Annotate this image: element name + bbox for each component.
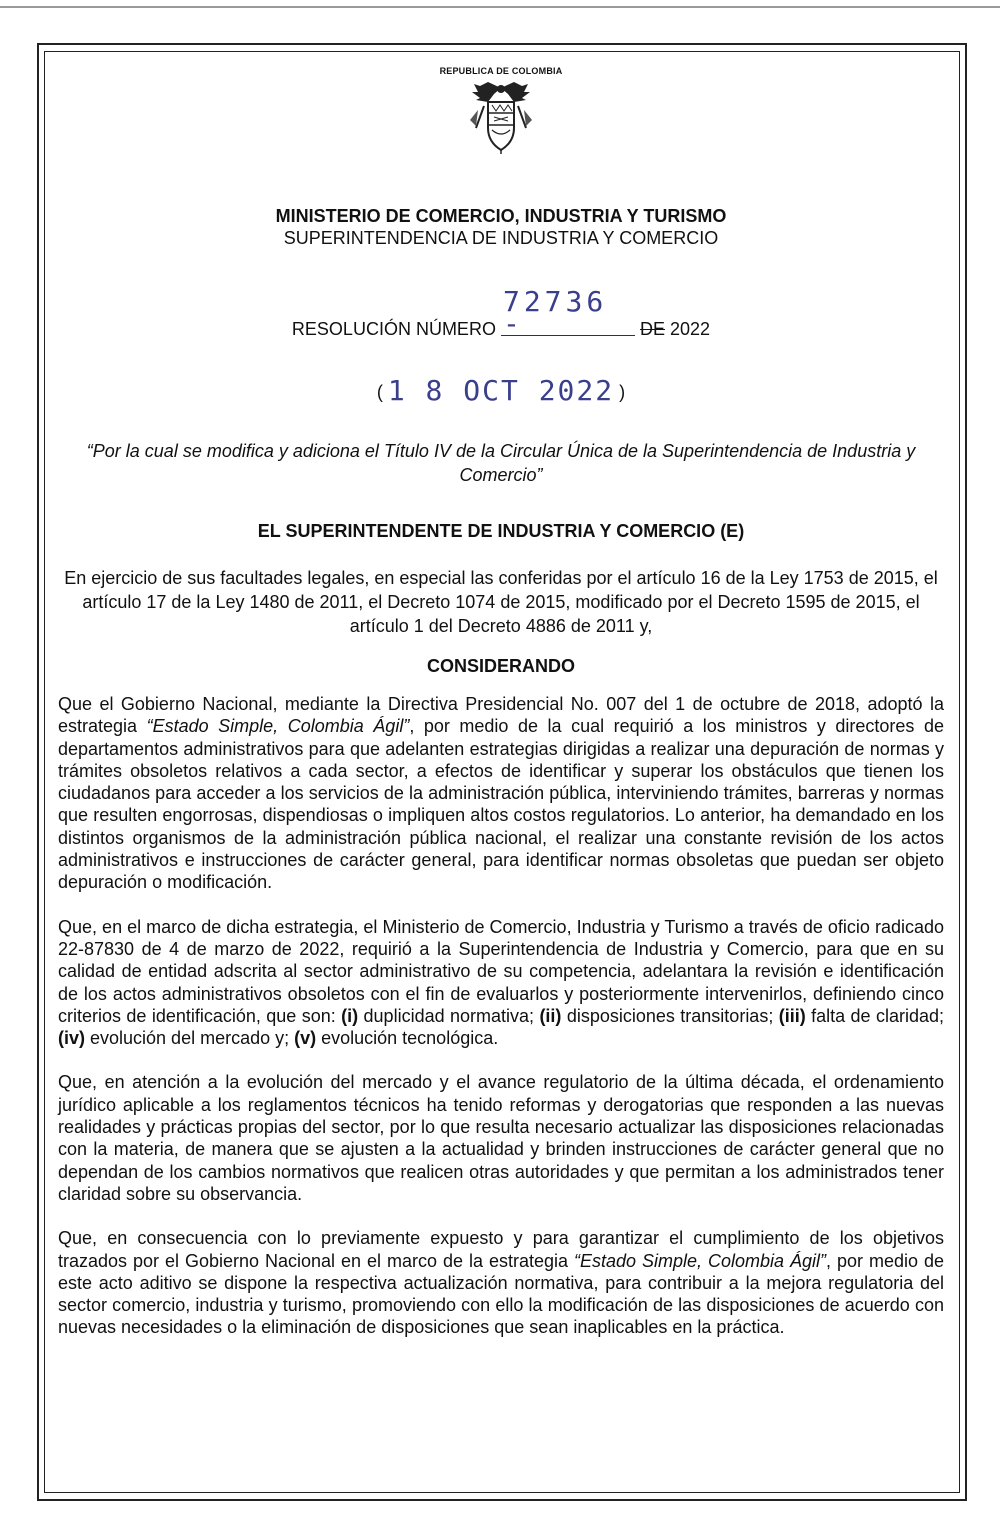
resolution-subject: “Por la cual se modifica y adiciona el Título IV de la Circular Única de la Superintendencia de Industria y Comercio”	[86, 441, 916, 485]
p2-text-ii: disposiciones transitorias;	[561, 1005, 779, 1026]
agency-title: SUPERINTENDENCIA DE INDUSTRIA Y COMERCIO	[283, 228, 719, 248]
p2-text-a: Que, en el marco de dicha estrategia, el Ministerio de Comercio, Industria y Turismo a través de oficio radicado 22-87830 de 4 de marzo de 2022, requirió a la Superintendencia de Industria y Comercio, para que en su calidad de entidad adscrita al sector administrativo de su competencia, adelantara la revisión e identificación de los actos administrativos obsoletos con el fin de evaluarlos y posteriormente intervenirlos, definiendo cinco criterios de identificación, que son:	[58, 916, 944, 1026]
considerando-paragraph-1	[58, 693, 944, 894]
p2-criterion-ii: (ii)	[539, 1005, 562, 1026]
p2-text-iv: evolución del mercado y;	[85, 1028, 295, 1049]
considerando-paragraph-2	[58, 916, 944, 1050]
p2-criterion-iv: (iv)	[58, 1028, 85, 1049]
p4-strategy-name: “Estado Simple, Colombia Ágil”	[573, 1250, 826, 1271]
considerando-paragraph-4	[58, 1227, 944, 1338]
p1-text-a: Que el Gobierno Nacional, mediante la Directiva Presidencial No. 007 del 1 de octubre de 2018, adoptó la estrategia	[58, 694, 944, 737]
resolution-prefix: RESOLUCIÓN NÚMERO	[291, 319, 496, 339]
p2-criterion-iii: (iii)	[778, 1005, 806, 1026]
p2-text-i: duplicidad normativa;	[358, 1005, 540, 1026]
coat-of-arms	[58, 80, 944, 156]
country-label: REPUBLICA DE COLOMBIA	[439, 66, 563, 76]
official-title: EL SUPERINTENDENTE DE INDUSTRIA Y COMERCIO (E)	[257, 521, 745, 541]
p1-text-c: , por medio de la cual requirió a los ministros y directores de departamentos administrativos para que adelanten estrategias dirigidas a realizar una depuración de normas y trámites obsoletos relativos a cada sector, a efectos de identificar y superar los obstáculos que tienen los ciudadanos para acceder a los servicios de la administración pública, interviniendo trámites, barreras y normas que resulten engorrosas, dispendiosas o impliquen altos costos regulatorios. Lo anterior, ha demandado en los distintos organismos de la administración pública nacional, el realizar una constante revisión de los actos administrativos e instrucciones de carácter general, para identificar normas obsoletas que puedan ser objeto depuración o modificación.	[58, 716, 944, 893]
scan-top-rule	[0, 6, 1000, 8]
resolution-date-line	[58, 374, 944, 407]
considerando-paragraph-3: Que, en atención a la evolución del mercado y el avance regulatorio de la última década, el ordenamiento jurídico aplicable a los reglamentos técnicos ha tenido reformas y derogatorias que responden a las nuevas realidades y prácticas propias del sector, por lo que resulta necesario actualizar las disposiciones relacionadas con la materia, de manera que se ajusten a la actualidad y brinden instrucciones de carácter general que no dependan de los cambios normativos que realicen otras autoridades y que permitan a los administrados tener claridad sobre su observancia.	[58, 1072, 944, 1204]
legal-faculties-paragraph: En ejercicio de sus facultades legales, en especial las conferidas por el artículo 16 de la Ley 1753 de 2015, el artículo 17 de la Ley 1480 de 2011, el Decreto 1074 de 2015, modificado por el Decreto 1595 de 2015, el artículo 1 del Decreto 4886 de 2011 y,	[64, 568, 938, 636]
resolution-number-stamp: 72736 -	[501, 291, 635, 336]
resolution-de: DE	[639, 319, 665, 339]
ministry-title: MINISTERIO DE COMERCIO, INDUSTRIA Y TURISMO	[275, 206, 727, 226]
resolution-year: 2022	[670, 319, 711, 339]
resolution-number-line	[58, 285, 944, 340]
p2-text-iii: falta de claridad;	[805, 1005, 945, 1026]
p1-strategy-name: “Estado Simple, Colombia Ágil”	[146, 716, 410, 737]
date-close-paren: )	[619, 382, 626, 402]
p2-criterion-i: (i)	[341, 1005, 359, 1026]
date-stamp: 1 8 OCT 2022	[387, 374, 615, 407]
document-body	[58, 60, 944, 1339]
considerando-heading: CONSIDERANDO	[426, 656, 575, 676]
date-open-paren: (	[376, 382, 383, 402]
p2-text-v: evolución tecnológica.	[316, 1028, 499, 1049]
p4-text-c: , por medio de este acto aditivo se dispone la respectiva actualización normativa, para contribuir a la mejora regulatoria del sector comercio, industria y turismo, promoviendo con ello la modificación de las disposiciones de acuerdo con nuevas necesidades o la eliminación de disposiciones que sean inaplicables en la práctica.	[58, 1250, 944, 1338]
p4-text-a: Que, en consecuencia con lo previamente expuesto y para garantizar el cumplimiento de los objetivos trazados por el Gobierno Nacional en el marco de la estrategia	[58, 1228, 944, 1271]
coat-of-arms-icon	[466, 80, 536, 154]
p2-criterion-v: (v)	[294, 1028, 317, 1049]
